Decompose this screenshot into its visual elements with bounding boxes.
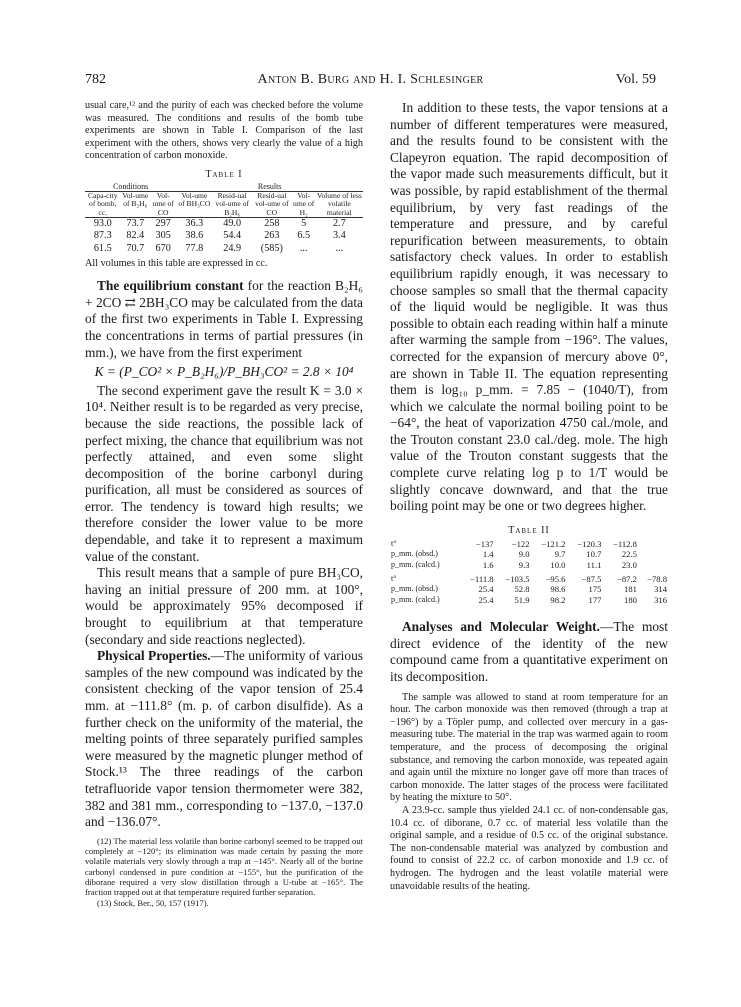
table-cell: 98.2: [550, 594, 566, 605]
table-cell: 305: [155, 230, 171, 242]
table-cell: ...: [335, 242, 344, 254]
equilibrium-heading: The equilibrium constant: [97, 278, 244, 294]
table2-label: p_mm. (obsd.): [391, 584, 438, 594]
table-cell: 2.7: [332, 217, 346, 229]
table1-header: Vol-ume of CO: [152, 191, 174, 217]
table-row: [390, 539, 668, 549]
table-cell: 5: [301, 217, 307, 229]
table-cell: 49.0: [223, 217, 242, 229]
table-cell: −112.8: [613, 538, 637, 549]
table-cell: −122: [511, 538, 530, 549]
table1-note: All volumes in this table are expressed in cc.: [85, 257, 268, 269]
table-cell: 98.6: [550, 584, 566, 595]
table-cell: 9.7: [554, 549, 566, 560]
table-cell: ...: [299, 242, 308, 254]
results-paragraph: A 23.9-cc. sample thus yielded 24.1 cc. of non-condensable gas, 10.4 cc. of diborane, 0.7 cc. of material less volatile than the original sample, and a residue of 0.5 cc. of the original substance. The non-condensable material was analyzed by combustion and found to consist of 22.2 cc. of carbon monoxide and 1.9 cc. of hydrogen. The hydrogen and the least volatile material were unavoidable results of the heating.: [390, 805, 668, 892]
table-cell: 73.7: [126, 217, 145, 229]
table-cell: −87.2: [617, 574, 637, 585]
running-title: Anton B. Burg and H. I. Schlesinger: [257, 72, 484, 87]
table2-label: p_mm. (calcd.): [391, 559, 440, 569]
table-cell: 23.0: [621, 559, 637, 570]
table-cell: 258: [264, 217, 280, 229]
table-row: [390, 549, 668, 559]
table-cell: 6.5: [297, 230, 311, 242]
table-cell: 9.3: [518, 559, 530, 570]
equilibrium-equation: K = (P_CO² × P_B₂H₆)/P_BH₃CO² = 2.8 × 10⁴: [94, 364, 354, 380]
table-cell: 314: [654, 584, 667, 595]
table1-header: Volume of less volatile material: [316, 191, 362, 217]
table1-group-conditions: Conditions: [85, 183, 176, 192]
table-row: [85, 243, 363, 256]
second-experiment-paragraph: The second experiment gave the result K = 3.0 × 10⁴. Neither result is to be regarded as very precise, because the side reactions, the possible lack of perfect mixing, the chance that equilibrium was not perfectly attained, and even some slight decomposition of the borine carbonyl during purification, all must be considered as sources of error. The tendency is toward high results; we therefore consider the lower value to be more dependable, and take it to represent a maximum value of the constant.: [85, 382, 363, 564]
table-cell: 181: [624, 584, 637, 595]
analyses-paragraph: [390, 619, 668, 685]
table-cell: 297: [155, 217, 171, 229]
table-cell: 52.8: [514, 584, 530, 595]
table-cell: 11.1: [586, 559, 602, 570]
equilibrium-text: for the reaction B₂H₆ + 2CO ⇄ 2BH₃CO may be calculated from the data of the first two experiments in Table I. Expressing the concentrations in terms of partial pressures (in mm.), we have from the first experiment: [85, 278, 363, 360]
physical-properties-heading: Physical Properties.: [97, 648, 211, 664]
physical-properties-text: —The uniformity of various samples of the new compound was indicated by the consistent checking of the vapor tension of 25.4 mm. at −111.8° (m. p. of carbon disulfide). As a further check on the uniformity of the material, the melting points of three separately purified samples were measured by the magnetic plunger method of Stock.¹³ The three readings of the carbon tetrafluoride vapor tension thermometer were 382, 382 and 381 mm., corresponding to −137.0, −137.0 and −136.07°.: [85, 648, 363, 830]
table1-group-results: Results: [176, 183, 363, 192]
table-cell: 3.4: [332, 230, 346, 242]
table1-caption: Table I: [205, 168, 243, 180]
analyses-text: —The most direct evidence of the identity of the new compound came from a quantitative experiment on its decomposition.: [390, 619, 668, 685]
table-cell: 77.8: [185, 242, 204, 254]
table-cell: 22.5: [621, 549, 637, 560]
table-cell: −137: [475, 538, 494, 549]
table-cell: 93.0: [93, 217, 112, 229]
table-row: [390, 584, 668, 594]
table1-header: Vol-ume of B₂H₆: [122, 191, 149, 209]
table-cell: 670: [155, 242, 171, 254]
table-cell: 10.7: [586, 549, 602, 560]
equilibrium-paragraph: [85, 278, 363, 361]
table-cell: 87.3: [93, 230, 112, 242]
table-cell: 24.9: [223, 242, 242, 254]
table-cell: −103.5: [505, 574, 530, 585]
intro-paragraph: usual care,¹² and the purity of each was checked before the volume was measured. The conditions and results of the bomb tube experiments are shown in Table I. Comparison of the last experiment with the others, shows very clearly the value of a high concentration of carbon monoxide.: [85, 100, 363, 162]
table-cell: 82.4: [126, 230, 145, 242]
table2-label: t°: [391, 574, 397, 584]
table-row: [390, 560, 668, 570]
table2-label: t°: [391, 538, 397, 548]
table1-header: Capa-city of bomb, cc.: [87, 191, 118, 217]
table2: [390, 539, 668, 605]
table-cell: 61.5: [93, 242, 112, 254]
table-cell: −87.5: [581, 574, 602, 585]
table-cell: −78.8: [647, 574, 667, 585]
table-cell: −95.6: [545, 574, 566, 585]
table-cell: 177: [588, 594, 602, 605]
table-cell: 1.6: [482, 559, 494, 570]
table-cell: 180: [624, 594, 637, 605]
table-cell: 36.3: [185, 217, 204, 229]
table-cell: −121.2: [541, 538, 566, 549]
table1-header: Resid-ual vol-ume of CO: [255, 191, 289, 217]
table1-header: Resid-ual vol-ume of B₂H₆: [215, 191, 249, 217]
decomposition-paragraph: This result means that a sample of pure BH₃CO, having an initial pressure of 200 mm. at 100°, would be approximately 95% decomposed if brought to equilibrium at that temperature (secondary and side reactions neglected).: [85, 565, 363, 647]
table-cell: 263: [264, 230, 280, 242]
vapor-tension-paragraph: In addition to these tests, the vapor tensions at a number of different temperatures were measured, and the results found to be consistent with the Clapeyron equation. The rapid decomposition of the vapor made such measurements difficult, but it was possible, by rapid establishment of the thermal equilibrium, by very fast readings of the temperature and pressure, and by careful repurification between measurements, to obtain satisfactory check values. In order to establish equilibrium rapidly enough, it was necessary to choose samples so small that the thermal capacity of the liquid would be negligible. It was thus possible to obtain each reading within half a minute after warming the sample from −196°. The values, corrected for the expansion of mercury above 0°, are shown in Table II. The equation representing them is log₁₀ p_mm. = 7.85 − (1040/T), from which we calculate the normal boiling point to be −64°, the heat of vaporization 4750 cal./mole, and the Trouton constant 23.0 cal./deg. mole. The high value of the Trouton constant suggests that the complete curve relating log p to 1/T would be slightly concave downward, and that the true boiling point may be one or two degrees higher.: [390, 100, 668, 514]
table-cell: 54.4: [223, 230, 242, 242]
table-cell: 70.7: [126, 242, 145, 254]
page-header: [85, 72, 656, 92]
table2-label: p_mm. (obsd.): [391, 549, 438, 559]
physical-properties-paragraph: [85, 648, 363, 831]
table-row: [85, 217, 363, 230]
footnote-12: (12) The material less volatile than borine carbonyl seemed to be trapped out completely at −120°; its elimination was made certain by passing the more volatile materials very slowly through a trap at −145°. Nearly all of the borine carbonyl condensed in pure condition at −155°, but the purification of the diborane required a very slow distillation through a U-tube at −165°. The fraction trapped out at that temperature required further separation.: [85, 835, 363, 898]
volume-label: Vol. 59: [615, 72, 656, 87]
table-cell: 25.4: [478, 584, 494, 595]
table-row: [390, 570, 668, 584]
table1: [85, 183, 363, 256]
table-cell: 51.9: [514, 594, 530, 605]
right-column: [390, 100, 668, 893]
page-number: 782: [85, 72, 106, 87]
table-cell: −120.3: [577, 538, 602, 549]
table2-caption: Table II: [508, 524, 550, 536]
table1-header: Vol-ume of BH₃CO: [178, 191, 211, 209]
procedure-paragraph: The sample was allowed to stand at room temperature for an hour. The carbon monoxide was then removed (through a trap at −196°) by a Töpler pump, and collected over mercury in a gas-measuring tube. The material in the trap was warmed again to room temperature, and the process of decomposing the original substance, and removing the carbon monoxide, was repeated again and again until the mixture no longer gave off more than traces of carbon monoxide. The latter stages of the process were facilitated by heating the mixture to 50°.: [390, 691, 668, 804]
table-cell: 25.4: [478, 594, 494, 605]
analyses-heading: Analyses and Molecular Weight.: [402, 619, 600, 635]
left-column: [85, 100, 363, 908]
table1-header: Vol-ume of H₂: [293, 191, 315, 217]
footnote-13: (13) Stock, Ber., 50, 157 (1917).: [97, 897, 209, 908]
table-row: [390, 595, 668, 605]
table-cell: 10.0: [550, 559, 566, 570]
table-row: [85, 230, 363, 243]
table-cell: 38.6: [185, 230, 204, 242]
table-cell: 316: [654, 594, 667, 605]
table-cell: 175: [588, 584, 602, 595]
table2-label: p_mm. (calcd.): [391, 594, 440, 604]
table-cell: 9.0: [518, 549, 530, 560]
table-cell: (585): [260, 242, 283, 254]
table-cell: −111.8: [470, 574, 494, 585]
table-cell: 1.4: [482, 549, 494, 560]
